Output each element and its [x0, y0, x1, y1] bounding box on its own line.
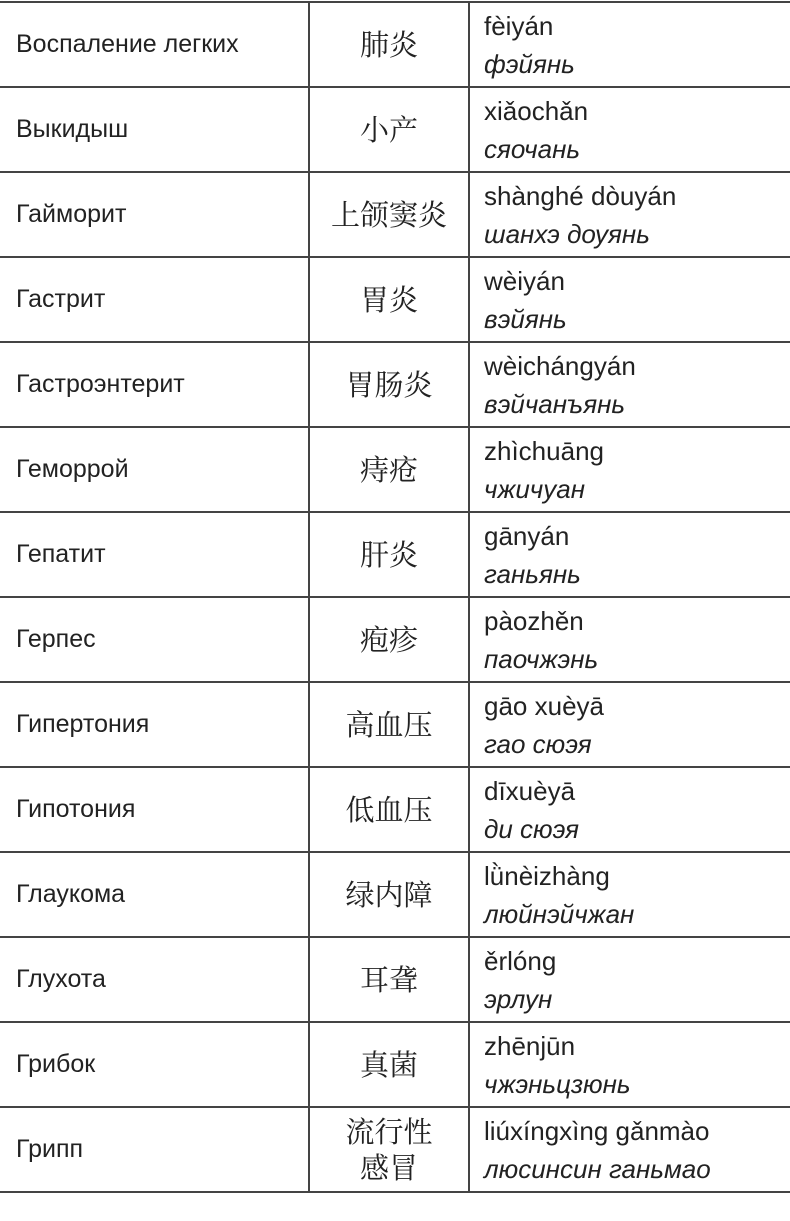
russian-term: Гастрит: [0, 257, 309, 342]
chinese-term: [309, 937, 469, 1022]
pronunciation-cell: [469, 257, 790, 342]
table-row: [0, 427, 790, 512]
pinyin: ěrlóng: [484, 945, 557, 976]
pinyin: dīxuèyā: [484, 775, 576, 806]
pronunciation-cell: [469, 937, 790, 1022]
russian-term: Гастроэнтерит: [0, 342, 309, 427]
pinyin: liúxíngxìng gǎnmào: [484, 1115, 710, 1146]
pronunciation-cell: [469, 1022, 790, 1107]
russian-transcription: чжэньцзюнь: [484, 1068, 631, 1099]
chinese-term: [309, 852, 469, 937]
russian-term: Геморрой: [0, 427, 309, 512]
table-row: [0, 172, 790, 257]
table-row: [0, 682, 790, 767]
russian-transcription: эрлун: [484, 983, 553, 1014]
russian-term: Гипертония: [0, 682, 309, 767]
table-row: [0, 767, 790, 852]
chinese-line: 绿内障: [345, 877, 433, 912]
table-row: [0, 342, 790, 427]
chinese-term: [309, 342, 469, 427]
chinese-line: 肺炎: [359, 27, 418, 62]
chinese-line: 上颌窦炎: [330, 197, 447, 232]
russian-transcription: сяочань: [484, 133, 581, 164]
russian-term: Гипотония: [0, 767, 309, 852]
russian-transcription: паочжэнь: [484, 643, 599, 674]
chinese-term: [309, 1022, 469, 1107]
russian-term: Гепатит: [0, 512, 309, 597]
russian-term: Воспаление легких: [0, 2, 309, 87]
chinese-term: [309, 682, 469, 767]
russian-transcription: ганьянь: [484, 558, 581, 589]
table-row: [0, 937, 790, 1022]
pinyin: gānyán: [484, 520, 570, 551]
pronunciation-cell: [469, 852, 790, 937]
chinese-line: 高血压: [345, 707, 433, 742]
chinese-term: [309, 597, 469, 682]
pinyin: fèiyán: [484, 10, 554, 41]
pinyin: pàozhěn: [484, 605, 584, 636]
chinese-term: [309, 512, 469, 597]
table-row: [0, 1022, 790, 1107]
chinese-line: 流行性: [345, 1114, 433, 1149]
chinese-line: 低血压: [345, 792, 433, 827]
pronunciation-cell: [469, 427, 790, 512]
chinese-line: 胃肠炎: [345, 367, 433, 402]
pinyin: shànghé dòuyán: [484, 180, 677, 211]
pinyin: zhìchuāng: [484, 435, 604, 466]
russian-transcription: чжичуан: [484, 473, 586, 504]
chinese-term: [309, 1107, 469, 1192]
russian-transcription: ди сюэя: [484, 813, 579, 844]
pronunciation-cell: [469, 597, 790, 682]
pinyin: wèichángyán: [484, 350, 636, 381]
chinese-line: 胃炎: [359, 282, 418, 317]
pronunciation-cell: [469, 1107, 790, 1192]
table-row: [0, 852, 790, 937]
table-row: [0, 257, 790, 342]
chinese-line: 感冒: [359, 1150, 418, 1185]
russian-transcription: фэйянь: [484, 48, 575, 79]
russian-transcription: вэйянь: [484, 303, 567, 334]
russian-term: Грипп: [0, 1107, 309, 1192]
table-body: [0, 2, 790, 1192]
pronunciation-cell: [469, 87, 790, 172]
russian-transcription: люйнэйчжан: [484, 898, 635, 929]
pronunciation-cell: [469, 767, 790, 852]
russian-transcription: шанхэ доуянь: [484, 218, 650, 249]
pronunciation-cell: [469, 2, 790, 87]
chinese-term: [309, 172, 469, 257]
chinese-line: 小产: [359, 112, 418, 147]
russian-term: Герпес: [0, 597, 309, 682]
table-row: [0, 512, 790, 597]
pronunciation-cell: [469, 512, 790, 597]
russian-transcription: люсинсин ганьмао: [484, 1153, 711, 1184]
russian-term: Гайморит: [0, 172, 309, 257]
pronunciation-cell: [469, 342, 790, 427]
table-row: [0, 1107, 790, 1192]
chinese-term: [309, 257, 469, 342]
pinyin: gāo xuèyā: [484, 690, 604, 721]
russian-term: Грибок: [0, 1022, 309, 1107]
chinese-term: [309, 2, 469, 87]
pronunciation-cell: [469, 172, 790, 257]
table-row: [0, 87, 790, 172]
chinese-line: 真菌: [359, 1047, 418, 1082]
medical-terms-table: [0, 1, 790, 1193]
chinese-line: 痔疮: [359, 452, 418, 487]
chinese-line: 耳聋: [359, 962, 418, 997]
pinyin: lǜnèizhàng: [484, 860, 610, 891]
pinyin: xiǎochǎn: [484, 95, 589, 126]
russian-term: Выкидыш: [0, 87, 309, 172]
pinyin: zhēnjūn: [484, 1030, 576, 1061]
pinyin: wèiyán: [484, 265, 565, 296]
russian-transcription: вэйчанъянь: [484, 388, 626, 419]
pronunciation-cell: [469, 682, 790, 767]
chinese-term: [309, 87, 469, 172]
chinese-line: 肝炎: [359, 537, 418, 572]
chinese-line: 疱疹: [359, 622, 418, 657]
russian-term: Глухота: [0, 937, 309, 1022]
russian-term: Глаукома: [0, 852, 309, 937]
chinese-term: [309, 767, 469, 852]
table-row: [0, 597, 790, 682]
table-row: [0, 2, 790, 87]
russian-transcription: гао сюэя: [484, 728, 592, 759]
chinese-term: [309, 427, 469, 512]
